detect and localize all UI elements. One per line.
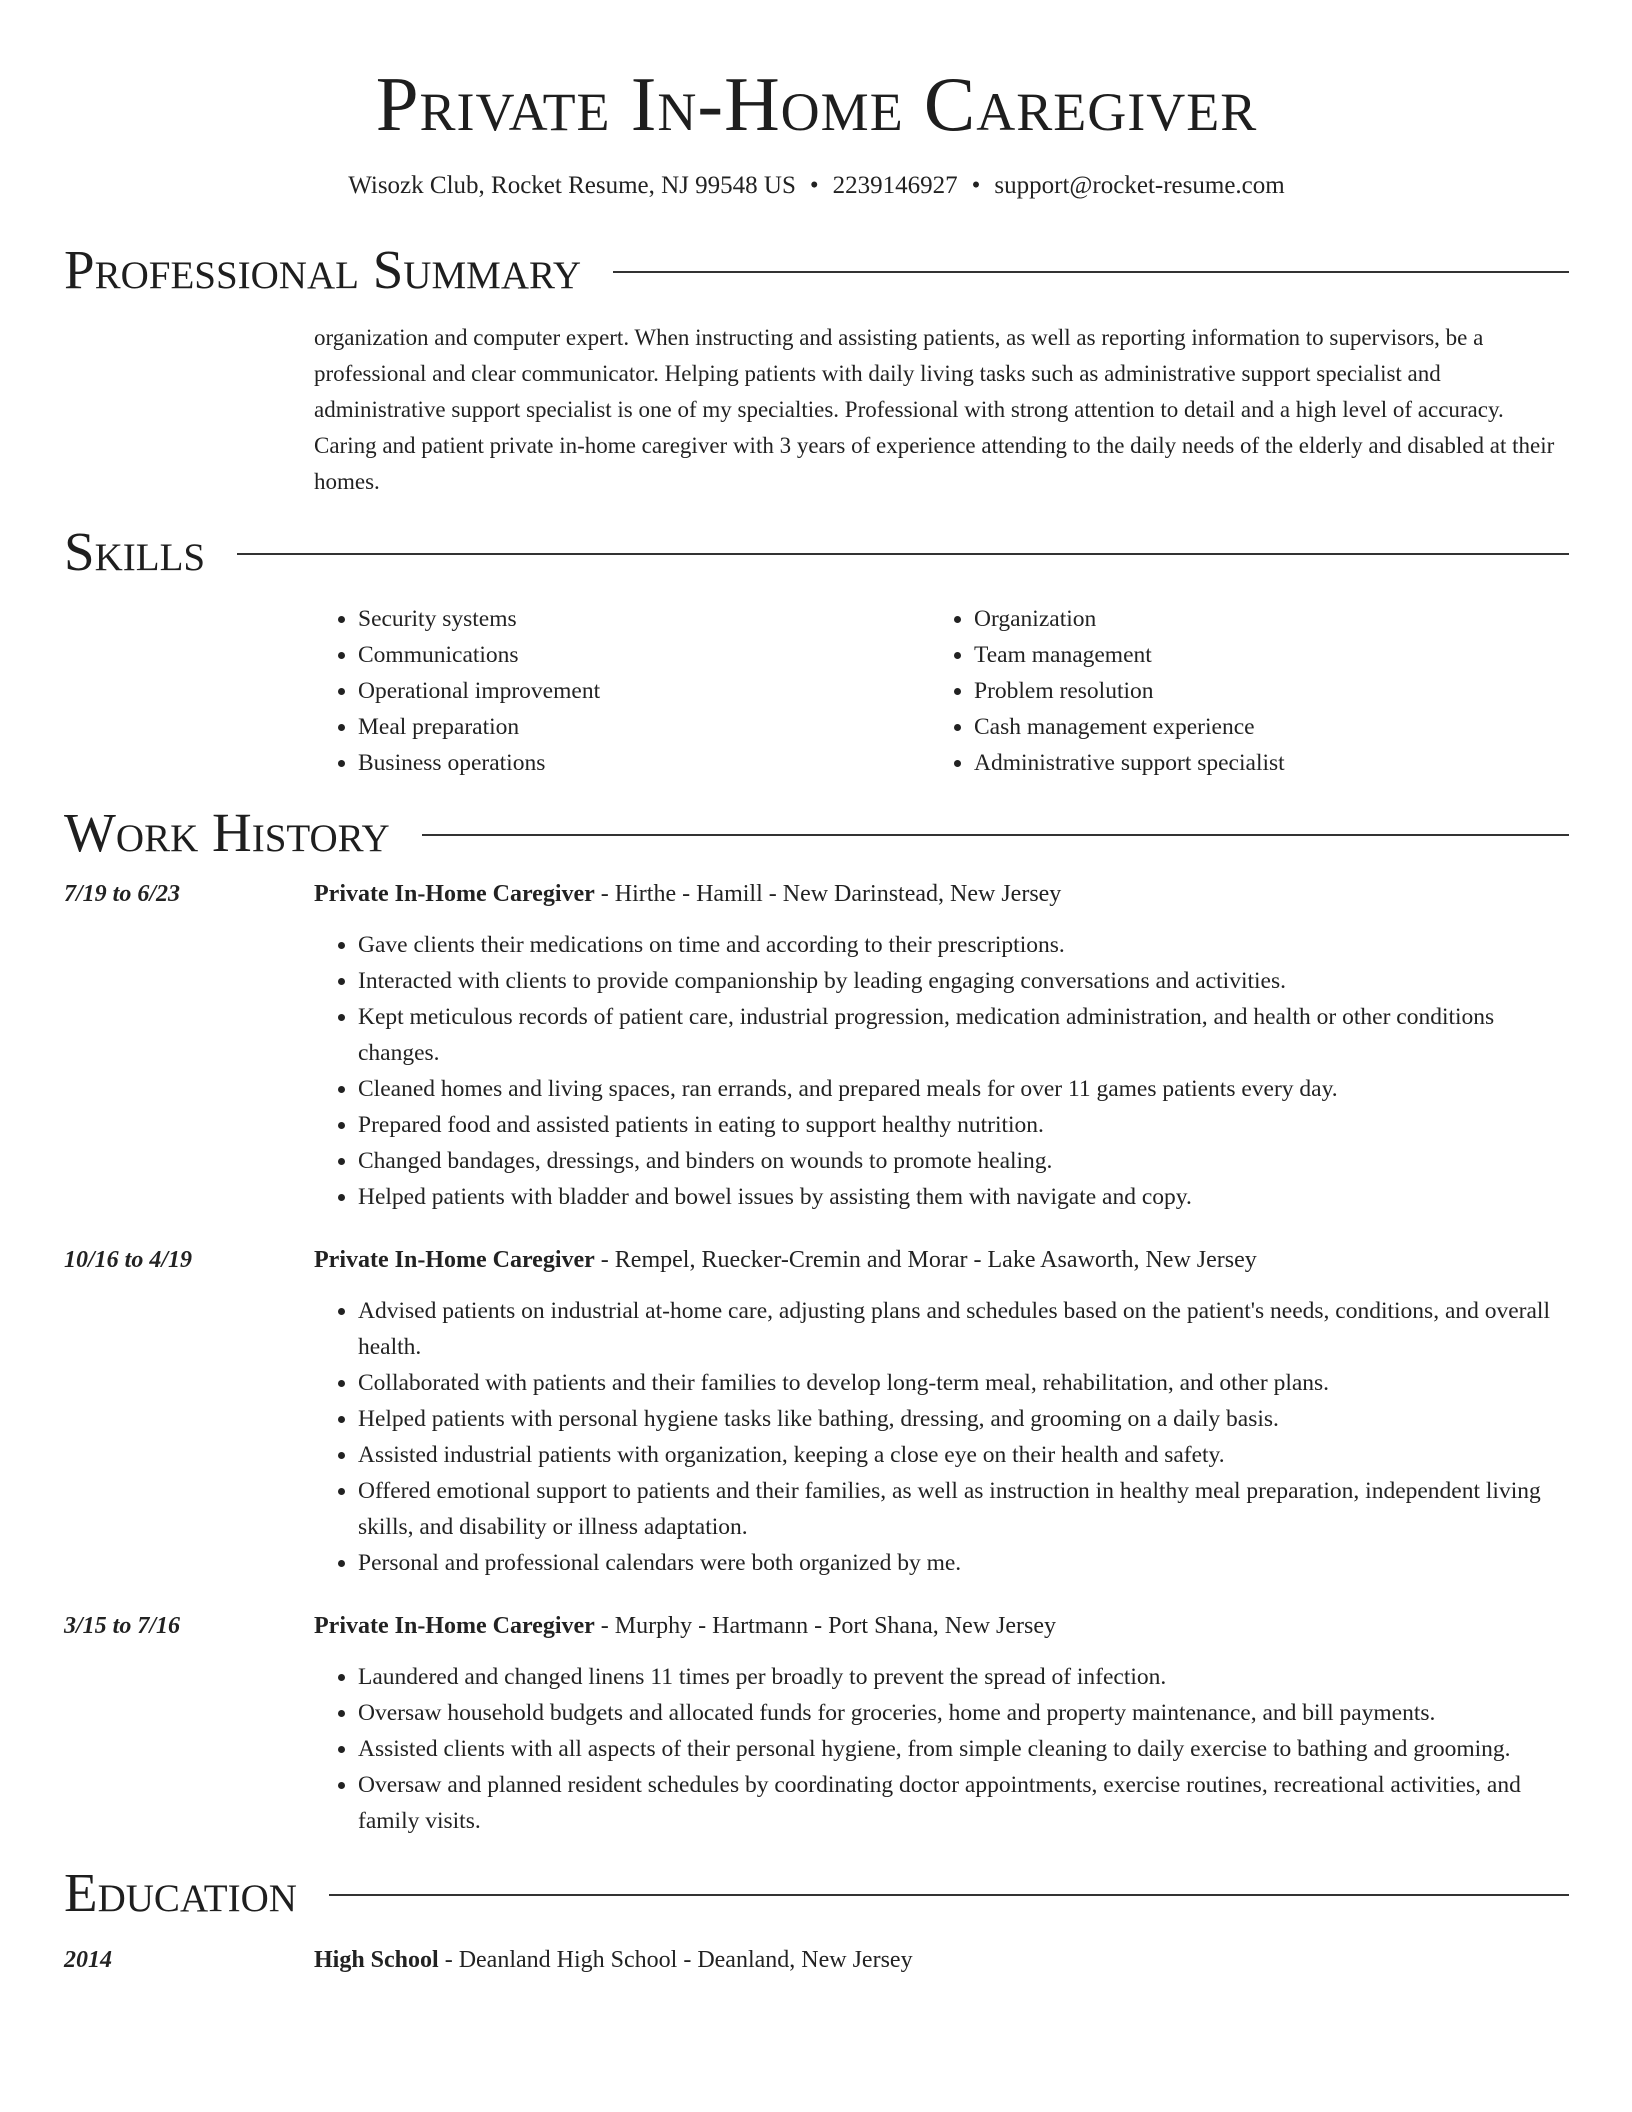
summary-text: organization and computer expert. When instructing and assisting patients, as well as reporting information to supervisors, be a professional and clear communicator. Helping patients with daily living tasks such as administrative support specialist and administrative support specialist is one of my specialties. Professional with strong attention to detail and a high level of accuracy. Caring and patient private in-home caregiver with 3 years of experience attending to the daily needs of the elderly and disabled at their homes. <box>314 325 1555 494</box>
job-entry <box>64 1609 1569 1839</box>
job-bullet: • Assisted clients with all aspects of their personal hygiene, from simple cleaning to daily exercise to bathing and grooming. <box>358 1731 1569 1767</box>
job-body <box>314 1243 1569 1581</box>
job-bullet: • Oversaw household budgets and allocated funds for groceries, home and property maintenance, and bill payments. <box>358 1695 1569 1731</box>
contact-phone: 2239146927 <box>832 172 958 199</box>
job-header <box>314 1243 1569 1277</box>
section-divider <box>422 834 1569 836</box>
job-bullet: • Assisted industrial patients with organization, keeping a close eye on their health and safety. <box>358 1437 1569 1473</box>
skill-item: • Organization <box>974 601 1546 637</box>
summary-section-header <box>64 240 1569 300</box>
skill-item: • Team management <box>974 637 1546 673</box>
section-divider <box>329 1894 1569 1896</box>
job-body <box>314 877 1569 1215</box>
job-bullets <box>314 927 1569 1215</box>
education-degree: High School <box>314 1947 439 1973</box>
resume-title: Private In-Home Caregiver <box>375 61 1258 147</box>
skills-list <box>314 601 1569 781</box>
section-divider <box>237 553 1569 555</box>
section-divider <box>613 271 1569 273</box>
education-school: - Deanland High School - Deanland, New Jersey <box>438 1947 913 1973</box>
contact-separator: • <box>971 172 981 199</box>
summary-heading: Professional Summary <box>64 239 582 300</box>
job-header <box>314 877 1569 911</box>
contact-line <box>64 170 1569 202</box>
work-heading: Work History <box>64 802 390 863</box>
job-dates: 10/16 to 4/19 <box>64 1247 193 1273</box>
skill-item: • Meal preparation <box>358 709 930 745</box>
job-bullet: • Gave clients their medications on time and according to their prescriptions. <box>358 927 1569 963</box>
contact-separator: • <box>809 172 819 199</box>
job-bullet: • Helped patients with personal hygiene tasks like bathing, dressing, and grooming on a daily basis. <box>358 1401 1569 1437</box>
job-entry <box>64 877 1569 1215</box>
skill-item: • Administrative support specialist <box>974 745 1546 781</box>
job-bullet: • Helped patients with bladder and bowel issues by assisting them with navigate and copy. <box>358 1179 1569 1215</box>
skill-item: • Operational improvement <box>358 673 930 709</box>
education-section-header <box>64 1863 1569 1923</box>
skill-item: • Cash management experience <box>974 709 1546 745</box>
education-header <box>314 1943 1569 1977</box>
job-role: Private In-Home Caregiver <box>314 881 595 907</box>
job-bullet: • Advised patients on industrial at-home care, adjusting plans and schedules based on the patient's needs, conditions, and overall health. <box>358 1293 1569 1365</box>
job-bullet: • Personal and professional calendars were both organized by me. <box>358 1545 1569 1581</box>
job-dates: 3/15 to 7/16 <box>64 1613 181 1639</box>
job-bullet: • Prepared food and assisted patients in eating to support healthy nutrition. <box>358 1107 1569 1143</box>
job-employer: - Rempel, Ruecker-Cremin and Morar - Lake Asaworth, New Jersey <box>594 1247 1257 1273</box>
job-body <box>314 1609 1569 1839</box>
skill-item: • Problem resolution <box>974 673 1546 709</box>
job-role: Private In-Home Caregiver <box>314 1247 595 1273</box>
job-bullet: • Kept meticulous records of patient care, industrial progression, medication administration, and health or other conditions changes. <box>358 999 1569 1071</box>
job-entry <box>64 1243 1569 1581</box>
skills-section-header <box>64 522 1569 582</box>
skill-item: • Communications <box>358 637 930 673</box>
job-bullet: • Collaborated with patients and their families to develop long-term meal, rehabilitation, and other plans. <box>358 1365 1569 1401</box>
job-dates: 7/19 to 6/23 <box>64 881 181 907</box>
education-body <box>314 1943 1569 1977</box>
skills-heading: Skills <box>64 521 206 582</box>
education-year: 2014 <box>64 1947 112 1973</box>
contact-address: Wisozk Club, Rocket Resume, NJ 99548 US <box>348 172 796 199</box>
job-bullets <box>314 1293 1569 1581</box>
job-role: Private In-Home Caregiver <box>314 1613 595 1639</box>
work-section-header <box>64 803 1569 863</box>
job-bullet: • Cleaned homes and living spaces, ran errands, and prepared meals for over 11 games patients every day. <box>358 1071 1569 1107</box>
job-employer: - Hirthe - Hamill - New Darinstead, New Jersey <box>594 881 1062 907</box>
job-employer: - Murphy - Hartmann - Port Shana, New Jersey <box>594 1613 1057 1639</box>
education-heading: Education <box>64 1862 297 1923</box>
skills-column-left <box>314 601 930 781</box>
job-bullet: • Offered emotional support to patients and their families, as well as instruction in healthy meal preparation, independent living skills, and disability or illness adaptation. <box>358 1473 1569 1545</box>
job-bullet: • Interacted with clients to provide companionship by leading engaging conversations and activities. <box>358 963 1569 999</box>
job-bullets <box>314 1659 1569 1839</box>
job-bullet: • Changed bandages, dressings, and binders on wounds to promote healing. <box>358 1143 1569 1179</box>
job-bullet: • Laundered and changed linens 11 times per broadly to prevent the spread of infection. <box>358 1659 1569 1695</box>
job-header <box>314 1609 1569 1643</box>
education-entry <box>64 1943 1569 1977</box>
skills-column-right <box>930 601 1546 781</box>
skill-item: • Business operations <box>358 745 930 781</box>
contact-email: support@rocket-resume.com <box>994 172 1285 199</box>
job-bullet: • Oversaw and planned resident schedules by coordinating doctor appointments, exercise routines, recreational activities, and family visits. <box>358 1767 1569 1839</box>
skill-item: • Security systems <box>358 601 930 637</box>
